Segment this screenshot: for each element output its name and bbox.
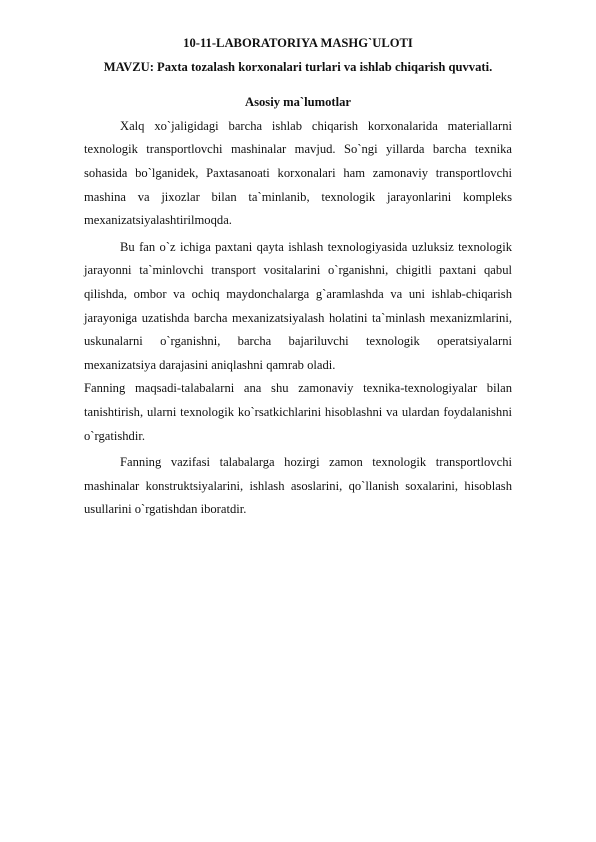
section-heading: Asosiy ma`lumotlar [245,95,351,110]
document-page [84,32,512,522]
paragraph-scope: Bu fan o`z ichiga paxtani qayta ishlash texnologiyasida uzluksiz texnologik jarayonni ta`minlovchi transport vositalarini o`rganishni, chigitli paxtani qabul qilishda, ombor va ochiq maydonchalarga g`aramlashda va uni ishlab-chiqarish jarayoniga uzatishda barcha mexanizatsiyalash holatini ta`minlash mexanizmlarini, uskunalarni o`rganishni, barcha bajariluvchi texnologik operatsiyalarni mexanizatsiya darajasini aniqlashni qamrab oladi. [84,239,512,372]
paragraph-goal: Fanning maqsadi-talabalarni ana shu zamonaviy texnika-texnologiyalar bilan tanishtirish, ularni texnologik ko`rsatkichlarini hisoblashni va ulardan foydalanishni o`rgatishdir. [84,381,512,443]
paragraph-task: Fanning vazifasi talabalarga hozirgi zamon texnologik transportlovchi mashinalar konstruktsiyalarini, ishlash asoslarini, qo`llanish soxalarini, hisoblash usullarini o`rgatishdan iboratdir. [84,455,512,517]
paragraph-intro: Xalq xo`jaligidagi barcha ishlab chiqarish korxonalarida materiallarni texnologik transportlovchi mashinalar mavjud. So`ngi yillarda barcha texnika sohasida bo`lganidek, Paxtasanoati korxonalari ham zamonaviy transportlovchi mashina va jixozlar bilan ta`minlanib, texnologik jarayonlarini kompleks mexanizatsiyalashtirilmoqda. [84,118,512,228]
document-topic: MAVZU: Paxta tozalash korxonalari turlari va ishlab chiqarish quvvati. [103,59,493,74]
document-title: 10-11-LABORATORIYA MASHG`ULOTI [183,36,413,50]
